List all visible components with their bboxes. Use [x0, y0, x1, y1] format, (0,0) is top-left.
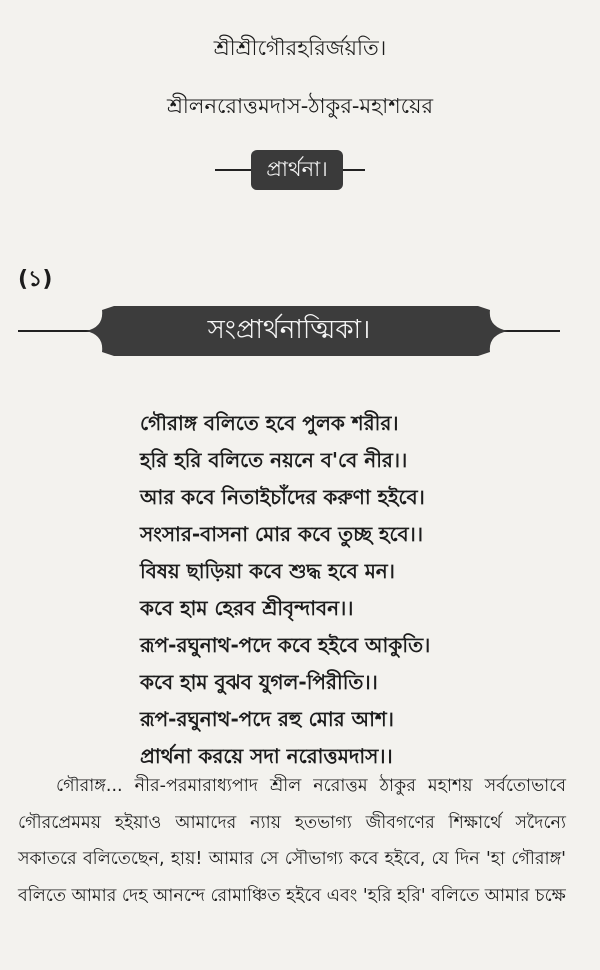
author-heading: শ্রীলনরোত্তমদাস-ঠাকুর-মহাশয়ের — [166, 94, 434, 118]
section-title: সংপ্রার্থনাত্মিকা। — [207, 315, 371, 345]
verse-line: আর কবে নিতাইচাঁদের করুণা হইবে। — [140, 485, 425, 509]
verse-line: হরি হরি বলিতে নয়নে ব'বে নীর।। — [140, 448, 408, 472]
verse-line: কবে হাম বুঝব যুগল-পিরীতি।। — [140, 670, 378, 694]
ornament-line-left — [215, 169, 253, 171]
verse-line: প্রার্থনা করয়ে সদা নরোত্তমদাস।। — [140, 744, 393, 768]
section-title-banner — [18, 306, 560, 356]
verse-line: বিষয় ছাড়িয়া কবে শুদ্ধ হবে মন। — [140, 559, 395, 583]
verse-line: গৌরাঙ্গ বলিতে হবে পুলক শরীর। — [140, 411, 399, 435]
prayer-label: প্রার্থনা। — [251, 150, 343, 190]
verse-line: রূপ-রঘুনাথ-পদে কবে হইবে আকুতি। — [140, 633, 431, 657]
prayer-label-ornament — [215, 148, 365, 192]
verse-line: সংসার-বাসনা মোর কবে তুচ্ছ হবে।। — [140, 522, 423, 546]
invocation-heading: শ্রীশ্রীগৌরহরির্জয়তি। — [213, 36, 387, 60]
commentary-block — [18, 768, 566, 914]
commentary-paragraph: গৌরাঙ্গ... নীর-পরমারাধ্যপাদ শ্রীল নরোত্তম ঠাকুর মহাশয় সর্বতোভাবে গৌরপ্রেমময় হইয়াও আমাদের ন্যায় হতভাগ্য জীবগণের শিক্ষার্থে সদৈন্যে সকাতরে বলিতেছেন, হায়! আমার সে সৌভাগ্য কবে হইবে, যে দিন 'হা গৌরাঙ্গ' বলিতে আমার দেহ আনন্দে রোমাঞ্চিত হইবে এবং 'হরি হরি' বলিতে আমার চক্ষে — [18, 776, 566, 906]
verse-block — [140, 405, 560, 775]
verse-line: রূপ-রঘুনাথ-পদে রহু মোর আশ। — [140, 707, 394, 731]
section-number: (১) — [18, 267, 53, 292]
verse-line: কবে হাম হেরব শ্রীবৃন্দাবন।। — [140, 596, 354, 620]
